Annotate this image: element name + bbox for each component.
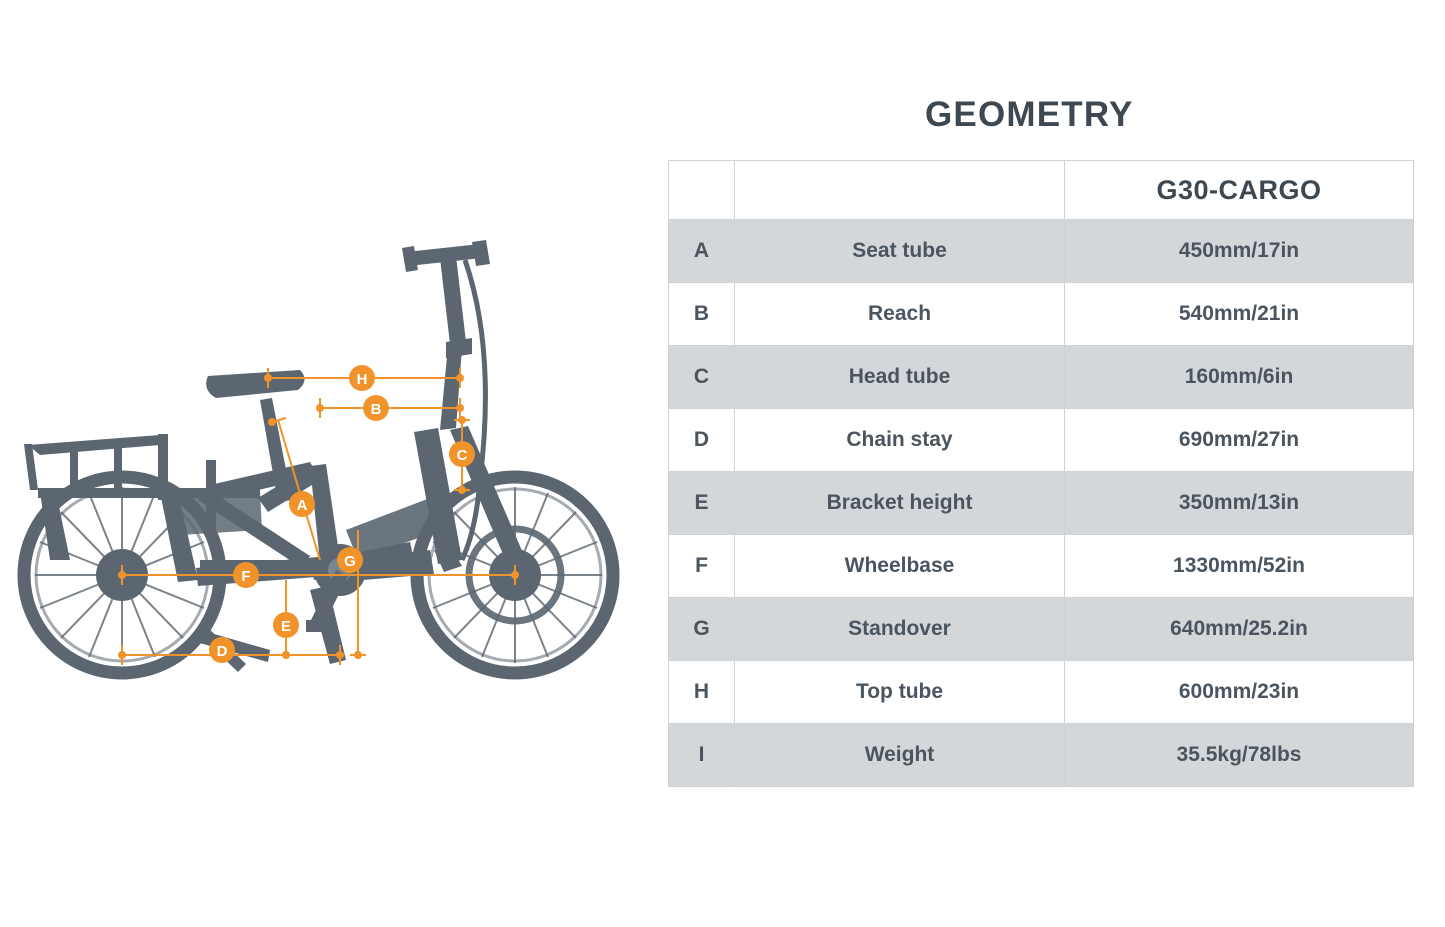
row-letter: B: [669, 283, 735, 346]
row-name: Bracket height: [735, 472, 1065, 535]
table-row: [669, 409, 1414, 472]
row-value: 600mm/23in: [1065, 661, 1414, 724]
table-row: [669, 535, 1414, 598]
row-name: Reach: [735, 283, 1065, 346]
marker-badge-a: [289, 491, 315, 517]
row-name: Top tube: [735, 661, 1065, 724]
marker-label-f: F: [241, 568, 251, 585]
row-value: 690mm/27in: [1065, 409, 1414, 472]
table-row: [669, 346, 1414, 409]
marker-label-c: C: [456, 447, 468, 464]
table-row: [669, 598, 1414, 661]
header-letter: [669, 161, 735, 220]
geometry-table: [668, 160, 1414, 787]
header-name: [735, 161, 1065, 220]
row-value: 640mm/25.2in: [1065, 598, 1414, 661]
bike-diagram-panel: [0, 0, 660, 927]
row-value: 35.5kg/78lbs: [1065, 724, 1414, 787]
page-title: GEOMETRY: [925, 95, 1134, 134]
marker-badge-e: [273, 612, 299, 638]
marker-label-h: H: [356, 371, 368, 388]
row-name: Weight: [735, 724, 1065, 787]
row-letter: D: [669, 409, 735, 472]
row-value: 1330mm/52in: [1065, 535, 1414, 598]
marker-label-b: B: [370, 401, 382, 418]
table-row: [669, 724, 1414, 787]
geometry-table-panel: [660, 0, 1445, 927]
row-name: Seat tube: [735, 220, 1065, 283]
bike-diagram: [10, 230, 640, 690]
row-name: Wheelbase: [735, 535, 1065, 598]
row-value: 540mm/21in: [1065, 283, 1414, 346]
marker-badge-f: [233, 562, 259, 588]
row-value: 450mm/17in: [1065, 220, 1414, 283]
marker-badge-g: [337, 547, 363, 573]
row-letter: E: [669, 472, 735, 535]
row-name: Standover: [735, 598, 1065, 661]
marker-badge-d: [209, 637, 235, 663]
table-header-row: [669, 161, 1414, 220]
marker-badge-c: [449, 441, 475, 467]
row-name: Chain stay: [735, 409, 1065, 472]
header-model: G30-CARGO: [1065, 161, 1414, 220]
table-row: [669, 661, 1414, 724]
marker-label-e: E: [280, 618, 292, 635]
marker-badge-b: [363, 395, 389, 421]
table-row: [669, 220, 1414, 283]
row-letter: F: [669, 535, 735, 598]
marker-badge-h: [349, 365, 375, 391]
row-letter: A: [669, 220, 735, 283]
table-row: [669, 472, 1414, 535]
row-name: Head tube: [735, 346, 1065, 409]
row-letter: G: [669, 598, 735, 661]
marker-label-g: G: [344, 553, 356, 570]
row-value: 350mm/13in: [1065, 472, 1414, 535]
marker-label-a: A: [296, 497, 308, 514]
row-value: 160mm/6in: [1065, 346, 1414, 409]
marker-label-d: D: [216, 643, 228, 660]
row-letter: C: [669, 346, 735, 409]
row-letter: H: [669, 661, 735, 724]
row-letter: I: [669, 724, 735, 787]
bike-illustration: [24, 240, 613, 673]
table-row: [669, 283, 1414, 346]
